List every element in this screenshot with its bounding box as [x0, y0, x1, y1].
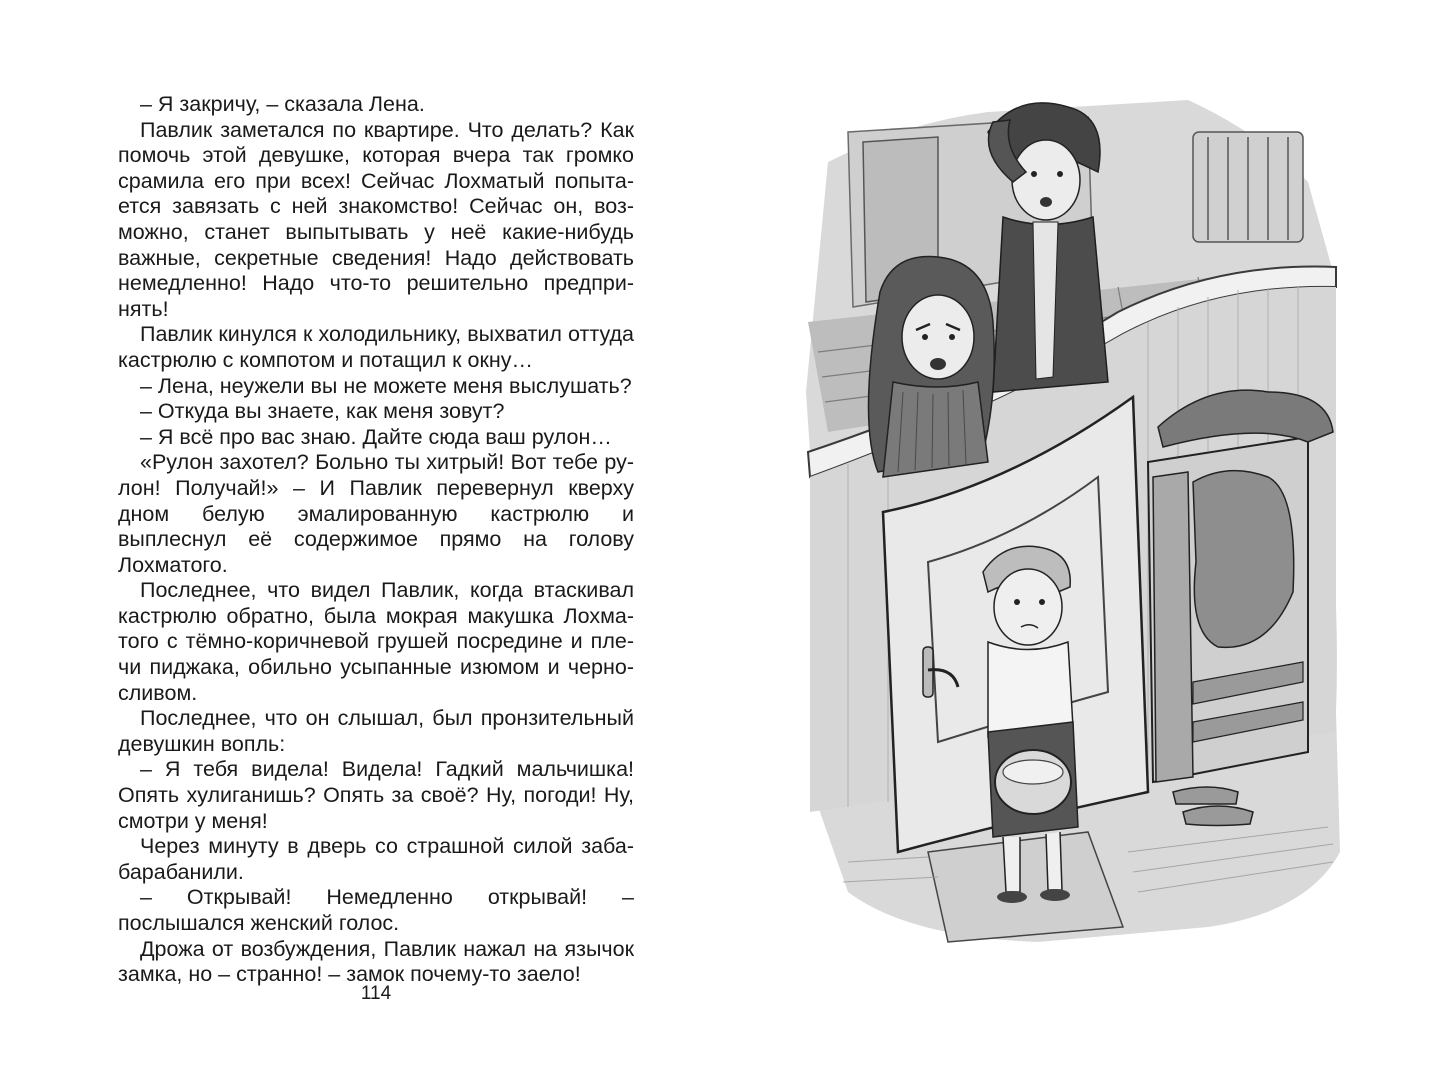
paragraph: Дрожа от возбуждения, Павлик нажал на язычок замка, но – странно! – замок почему-то заело!	[118, 936, 634, 987]
paragraph: – Откуда вы знаете, как меня зовут?	[140, 399, 505, 424]
man-face	[1012, 140, 1080, 220]
paragraph: «Рулон захотел? Больно ты хитрый! Вот тебе рулон! Получай!» – И Павлик перевернул кверху дном белую эмалированную кастрюлю и выплеснул её содержимое прямо на голову Лохматого.	[118, 450, 634, 577]
doormat	[928, 832, 1123, 942]
paragraph: Павлик кинулся к холодильнику, выхватил оттуда кастрюлю с компотом и потащил к окну…	[118, 322, 634, 372]
radiator	[1193, 132, 1303, 242]
paragraph: Последнее, что видел Павлик, когда втаскивал кастрюлю обратно, была мокрая макушка Лохматого с тёмно-коричневой грушей посредине и плечи пиджака, обильно усыпанные изюмом и черносливом.	[118, 578, 634, 705]
paragraph: – Открывай! Немедленно открывай! – послышался женский голос.	[118, 885, 634, 935]
paragraph: – Я всё про вас знаю. Дайте сюда ваш рулон…	[140, 424, 612, 449]
paragraph: Через минуту в дверь со страшной силой забабарабанили.	[118, 834, 634, 884]
woman-figure	[868, 256, 994, 477]
paragraph: Павлик заметался по квартире. Что делать? Как помочь этой девушке, которая вчера так громко срамила его при всех! Сейчас Лохматый попытается завязать с ней знакомство! Сейчас он, возможно, станет выпытывать у неё какие-нибудь важные, секретные сведения! Надо действовать немедленно! Надо что-то решительно предпринять!	[118, 117, 634, 321]
door-handle	[923, 647, 933, 697]
paragraph: – Я закричу, – сказала Лена.	[140, 92, 425, 116]
shaggy-man-figure	[988, 103, 1108, 392]
illustration-drawing	[788, 92, 1348, 952]
wardrobe	[1148, 437, 1308, 782]
paragraph: – Я тебя видела! Видела! Гадкий мальчишка! Опять хулиганишь? Опять за своё? Ну, погоди! Ну, смотри у меня!	[118, 757, 634, 833]
paragraph: Последнее, что он слышал, был пронзительный девушкин вопль:	[118, 706, 634, 756]
paragraph: – Лена, неужели вы не можете меня выслушать?	[140, 373, 632, 398]
illustration	[788, 92, 1348, 952]
boy-face	[994, 569, 1062, 645]
page-number: 114	[360, 983, 392, 1004]
text-column	[118, 92, 634, 988]
